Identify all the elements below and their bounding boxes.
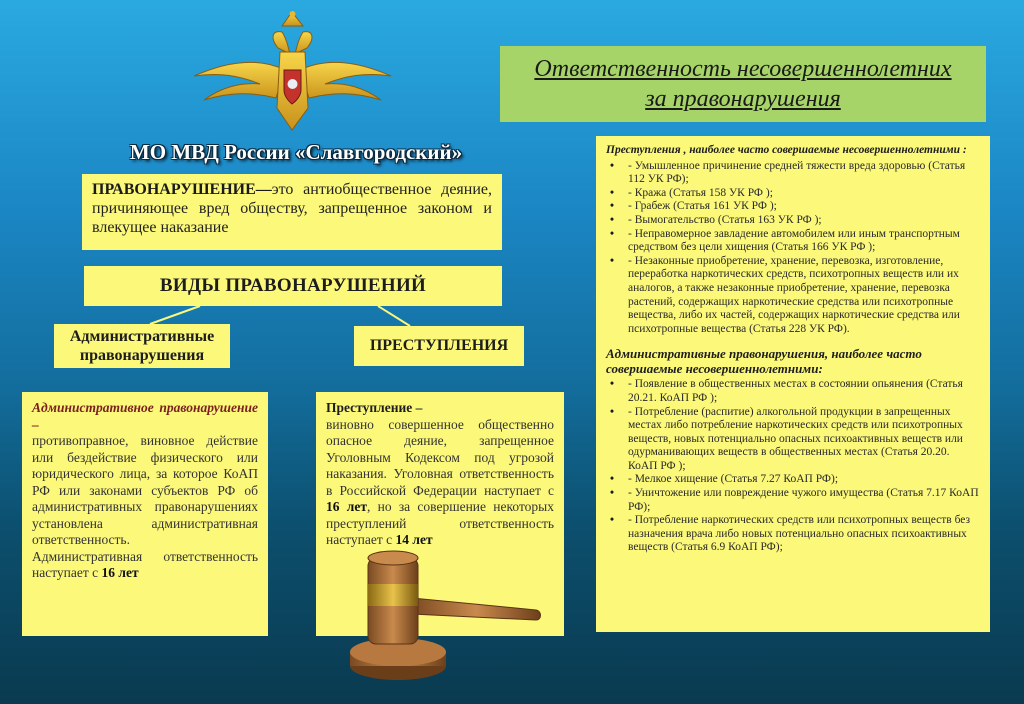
list-item: • - Мелкое хищение (Статья 7.27 КоАП РФ); bbox=[606, 473, 980, 487]
definition-text: это антиобщественное деяние, причиняющее вред обществу, запрещенное законом и влекущее наказание bbox=[92, 181, 492, 236]
crimes-list bbox=[606, 160, 980, 337]
department-title: МО МВД России «Славгородский» bbox=[129, 140, 463, 164]
types-heading: ВИДЫ ПРАВОНАРУШЕНИЙ bbox=[84, 266, 502, 306]
list-item: • - Грабеж (Статья 161 УК РФ ); bbox=[606, 200, 980, 214]
crime-definition-head: Преступление – bbox=[326, 400, 423, 415]
main-title-box bbox=[500, 46, 986, 122]
connector-crime bbox=[378, 306, 410, 326]
main-title-line-1: Ответственность несовершеннолетних bbox=[534, 56, 952, 82]
admin-age-line bbox=[32, 549, 258, 582]
admin-definition-text: противоправное, виновное действие или бездействие физического или юридического лица, за которое КоАП РФ или законами субъектов РФ об административных правонарушениях установлена административная ответственность. bbox=[32, 433, 258, 547]
definition-box bbox=[82, 174, 502, 250]
list-item: • - Вымогательство (Статья 163 УК РФ ); bbox=[606, 214, 980, 228]
list-item: • - Потребление (распитие) алкогольной продукции в запрещенных местах либо потребление наркотических средств или психотропных веществ, новых потенциально опасных психоактивных веществ или одурманивающих веществ в общественных местах (Статья 20.20. КоАП РФ ); bbox=[606, 406, 980, 474]
admin-age-text: Административная ответственность наступает с bbox=[32, 548, 258, 580]
list-item: • - Кража (Статья 158 УК РФ ); bbox=[606, 187, 980, 201]
list-item: • - Умышленное причинение средней тяжести вреда здоровью (Статья 112 УК РФ); bbox=[606, 160, 980, 187]
crimes-label: ПРЕСТУПЛЕНИЯ bbox=[354, 326, 524, 366]
crime-definition-text: виновно совершенное общественно опасное деяние, запрещенное Уголовным Кодексом под угрозой наказания. Уголовная ответственность в Российской Федерации наступает с bbox=[326, 416, 554, 498]
admin-section-title: Административные правонарушения, наиболее часто совершаемые несовершеннолетними: bbox=[606, 346, 922, 377]
list-item: • - Появление в общественных местах в состоянии опьянения (Статья 20.21. КоАП РФ ); bbox=[606, 378, 980, 405]
admin-offenses-label: Административные правонарушения bbox=[54, 324, 230, 368]
crime-definition-mid: , но за совершение некоторых преступлений ответственность наступает с bbox=[326, 499, 554, 547]
offenses-list-box bbox=[596, 136, 990, 632]
list-item: • - Потребление наркотических средств или психотропных веществ без назначения врача либо новых потенциально опасных психоактивных веществ (Статья 6.9 КоАП РФ); bbox=[606, 514, 980, 555]
list-item: • - Неправомерное завладение автомобилем или иным транспортным средством без цели хищения (Статья 166 УК РФ ); bbox=[606, 228, 980, 255]
admin-definition-head: Административное правонарушение – bbox=[32, 400, 258, 432]
judge-gavel-icon bbox=[340, 548, 550, 688]
list-item: • - Незаконные приобретение, хранение, перевозка, изготовление, переработка наркотических средств, психотропных веществ или их аналогов, а также незаконные приобретение, хранение, перевозка растений, содержащих наркотические средства или психотропные вещества, либо их частей, содержащих наркотические средства или психотропные вещества (Статья 228 УК РФ). bbox=[606, 255, 980, 337]
main-title-line-2: за правонарушения bbox=[645, 86, 841, 112]
admin-age-value: 16 лет bbox=[101, 565, 139, 580]
admin-offenses-list bbox=[606, 378, 980, 555]
crime-age-value-2: 14 лет bbox=[395, 532, 433, 547]
crimes-section-title: Преступления , наиболее часто совершаемые несовершеннолетними : bbox=[606, 144, 967, 156]
definition-term: ПРАВОНАРУШЕНИЕ— bbox=[92, 181, 272, 198]
crime-age-value-1: 16 лет bbox=[326, 499, 367, 514]
double-headed-eagle-emblem bbox=[190, 8, 395, 138]
admin-definition-box bbox=[22, 392, 268, 636]
list-item: • - Уничтожение или повреждение чужого имущества (Статья 7.17 КоАП РФ); bbox=[606, 487, 980, 514]
connector-admin bbox=[150, 306, 200, 324]
